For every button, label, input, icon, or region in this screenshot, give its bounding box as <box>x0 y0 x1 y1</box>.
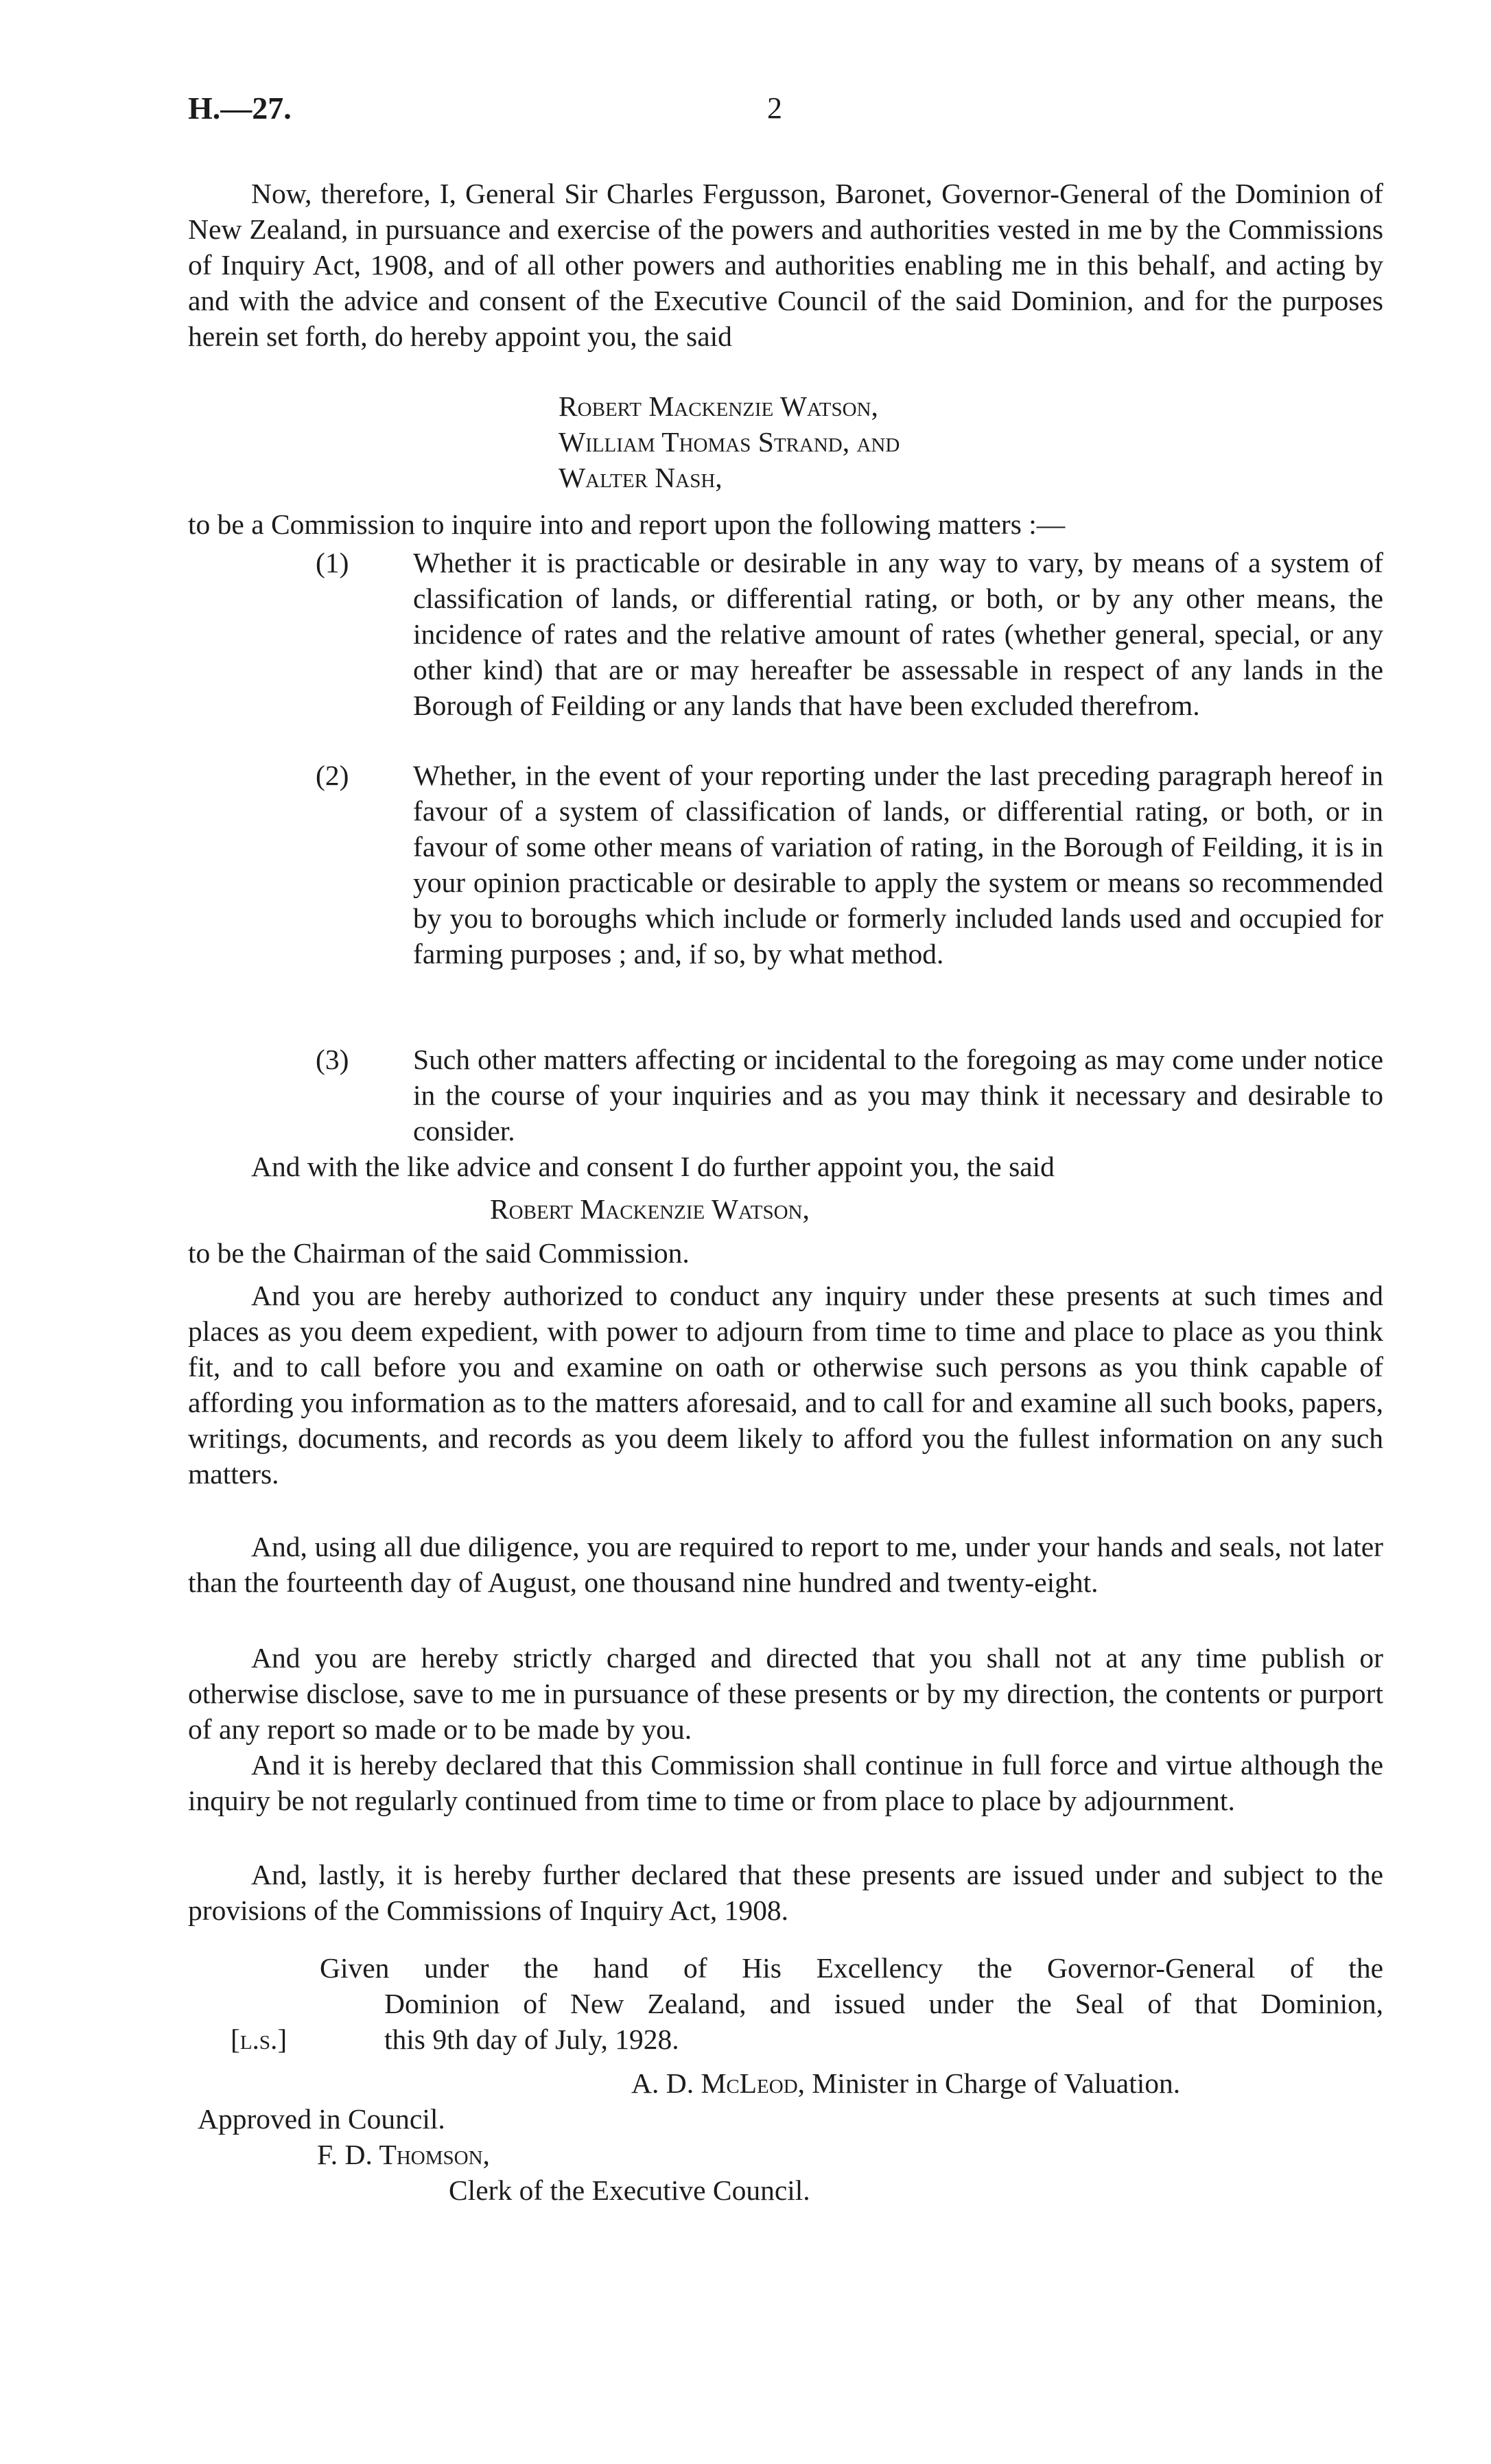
approved-line: Approved in Council. <box>198 2103 445 2135</box>
appointee-name: Walter Nash, <box>559 462 723 493</box>
item-number: (3) <box>316 1044 349 1075</box>
item-text: Whether it is practicable or desirable in any way to vary, by means of a system of classification of lands, or differential rating, or both, or by any other means, the incidence of rates and the relative amount of rates (whether general, special, or any other kind) that are or may hereafter be assessable in respect of any lands in the Borough of Feilding or any lands that have been excluded therefrom. <box>413 547 1383 721</box>
appointee-name: Robert Mackenzie Watson, <box>559 390 878 422</box>
minister-name: A. D. McLeod, <box>631 2067 806 2099</box>
report-deadline-paragraph: And, using all due diligence, you are required to report to me, under your hands and seals, not later than the fourteenth day of August, one thousand nine hundred and twenty-eight. <box>188 1531 1383 1598</box>
given-line: this 9th day of July, 1928. <box>384 2023 679 2055</box>
commission-line: to be a Commission to inquire into and report upon the following matters :— <box>188 508 1066 540</box>
list-item <box>316 545 1383 723</box>
intro-paragraph: Now, therefore, I, General Sir Charles Fergusson, Baronet, Governor-General of the Dominion of New Zealand, in pursuance and exercise of the powers and authorities vested in me by the Commissions of Inquiry Act, 1908, and of all other powers and authorities enabling me in this behalf, and acting by and with the advice and consent of the Executive Council of the said Dominion, and for the purposes herein set forth, do hereby appoint you, the said <box>188 178 1383 352</box>
item-text: Such other matters affecting or incidental to the foregoing as may come under notice in the course of your inquiries and as you may think it necessary and desirable to consider. <box>413 1044 1383 1147</box>
item-number: (1) <box>316 547 349 578</box>
clerk-title: Clerk of the Executive Council. <box>449 2174 810 2206</box>
confidentiality-paragraph: And you are hereby strictly charged and directed that you shall not at any time publish or otherwise disclose, save to me in pursuance of these presents or by my direction, the contents or purport of any report so made or to be made by you. <box>188 1642 1383 1745</box>
given-line: Dominion of New Zealand, and issued under the Seal of that Dominion, <box>384 1988 1383 2019</box>
provisions-paragraph: And, lastly, it is hereby further declared that these presents are issued under and subject to the provisions of the Commissions of Inquiry Act, 1908. <box>188 1859 1383 1926</box>
given-line: Given under the hand of His Excellency the Governor-General of the <box>320 1952 1383 1984</box>
clerk-name: F. D. Thomson, <box>317 2139 490 2170</box>
continuance-paragraph: And it is hereby declared that this Commission shall continue in full force and virtue although the inquiry be not regularly continued from time to time or from place to place by adjournment. <box>188 1749 1383 1816</box>
chairman-intro: And with the like advice and consent I do further appoint you, the said <box>251 1151 1055 1182</box>
minister-signature <box>631 2065 1180 2101</box>
authority-paragraph: And you are hereby authorized to conduct any inquiry under these presents at such times and places as you deem expedient, with power to adjourn from time to time and place to place as you think fit, and to call before you and examine on oath or otherwise such persons as you think capable of affording you information as to the matters aforesaid, and to call for and examine all such books, papers, writings, documents, and records as you deem likely to afford you the fullest information on any such matters. <box>188 1280 1383 1490</box>
minister-title: Minister in Charge of Valuation. <box>812 2067 1181 2099</box>
list-item <box>316 1042 1383 1149</box>
document-id: H.—27. <box>188 91 292 126</box>
item-number: (2) <box>316 760 349 791</box>
page-number: 2 <box>767 91 782 125</box>
appointee-name: William Thomas Strand, and <box>559 426 900 458</box>
item-text: Whether, in the event of your reporting under the last preceding paragraph hereof in favour of a system of classification of lands, or differential rating, or both, or in favour of some other means of variation of rating, in the Borough of Feilding, it is in your opinion practicable or desirable to apply the system or means so recommended by you to boroughs which include or formerly included lands used and occupied for farming purposes ; and, if so, by what method. <box>413 760 1383 970</box>
list-item <box>316 758 1383 972</box>
seal-mark: [l.s.] <box>231 2023 287 2055</box>
chairman-name: Robert Mackenzie Watson, <box>490 1193 810 1225</box>
chairman-line: to be the Chairman of the said Commission. <box>188 1237 690 1269</box>
